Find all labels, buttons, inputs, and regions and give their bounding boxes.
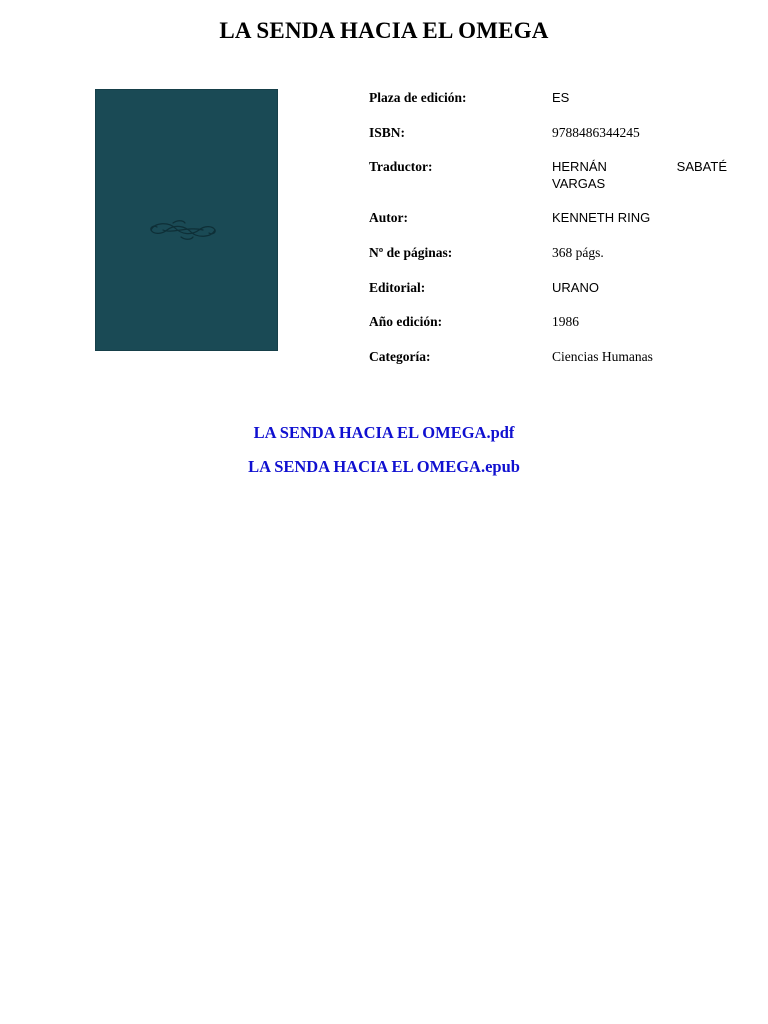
- flourish-icon: [145, 214, 221, 246]
- detail-label: Plaza de edición:: [369, 90, 467, 105]
- detail-value: 1986: [552, 314, 579, 329]
- detail-value: [552, 158, 727, 192]
- detail-label: Nº de páginas:: [369, 245, 453, 260]
- detail-label: Editorial:: [369, 280, 426, 295]
- download-links: [0, 423, 768, 491]
- page-title: LA SENDA HACIA EL OMEGA: [219, 18, 549, 43]
- traductor-first-name: HERNÁN: [552, 159, 607, 174]
- traductor-line-1: [552, 158, 727, 175]
- download-epub-link[interactable]: LA SENDA HACIA EL OMEGA.epub: [248, 457, 520, 476]
- traductor-line-2: VARGAS: [552, 176, 606, 191]
- detail-value: 368 págs.: [552, 245, 604, 260]
- detail-label: Año edición:: [369, 314, 443, 329]
- detail-label: Categoría:: [369, 349, 431, 364]
- detail-label: Autor:: [369, 210, 408, 225]
- detail-label: Traductor:: [369, 159, 433, 174]
- detail-value: 9788486344245: [552, 125, 640, 140]
- detail-label: ISBN:: [369, 125, 406, 140]
- detail-value: ES: [552, 90, 570, 105]
- detail-value: Ciencias Humanas: [552, 349, 653, 364]
- traductor-surname: SABATÉ: [676, 159, 727, 174]
- book-cover-image: [95, 89, 278, 351]
- detail-value: URANO: [552, 280, 599, 295]
- download-pdf-link[interactable]: LA SENDA HACIA EL OMEGA.pdf: [253, 423, 515, 442]
- detail-value: KENNETH RING: [552, 210, 651, 225]
